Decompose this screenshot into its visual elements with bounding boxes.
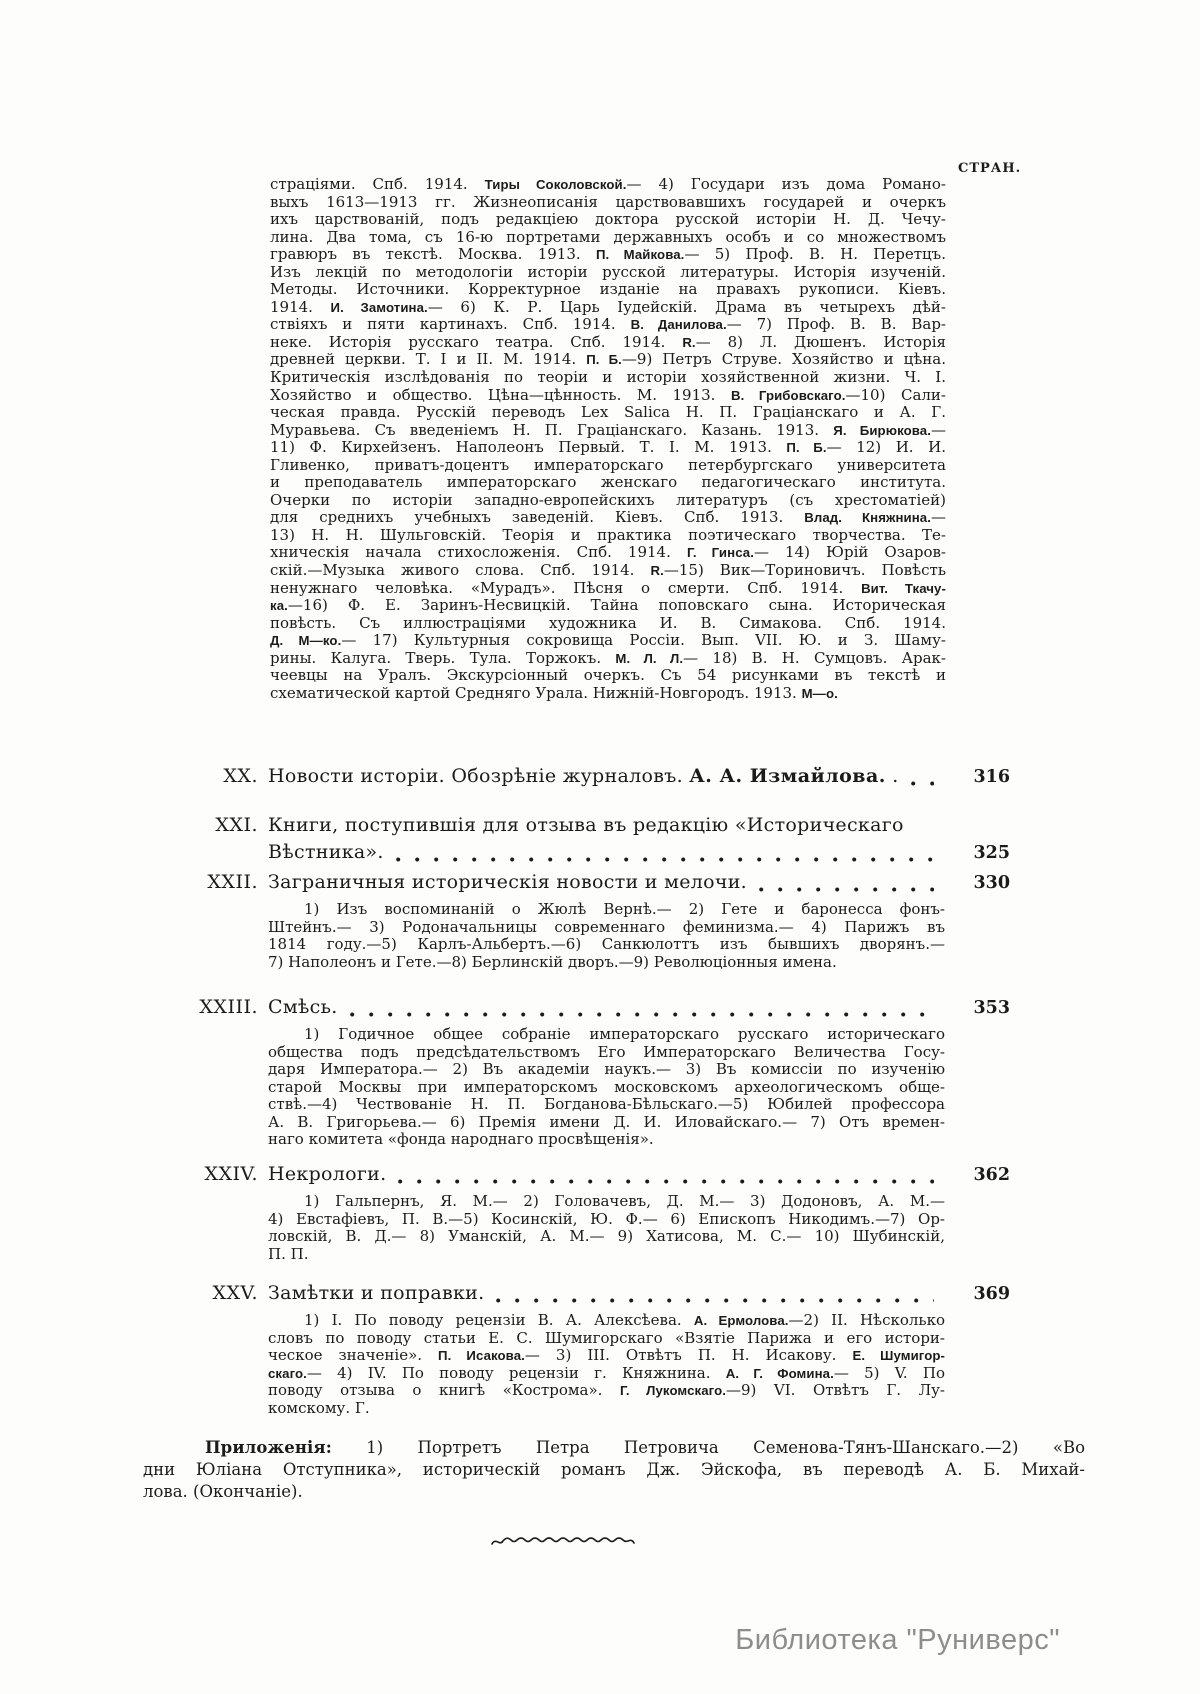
- entry-title: Смѣсь.: [268, 996, 338, 1018]
- entry-number: XX.: [223, 765, 258, 787]
- entry-annotation: [268, 1026, 945, 1149]
- text-line: ствѣ.—4) Чествованіе Н. П. Богданова-Бѣльскаго.—5) Юбилей профессора: [268, 1095, 945, 1114]
- text-line: выхъ 1613—1913 гг. Жизнеописанія царствовавшихъ государей и очеркъ: [270, 192, 946, 211]
- toc-entry: [160, 869, 1010, 971]
- text-line: для среднихъ учебныхъ заведеній. Кіевъ. Спб. 1913. Влад. Княжнина.—: [270, 508, 947, 527]
- entry-title: Новости исторіи. Обозрѣніе журналовъ. А. А. Измайлова. .: [268, 765, 899, 787]
- text-line: древней церкви. Т. I и II. М. 1914. П. Б.—9) Петръ Струве. Хозяйство и цѣна.: [270, 350, 946, 369]
- text-line: Д. М—ко.— 17) Культурныя сокровища Россіи. Вып. VII. Ю. и З. Шаму-: [270, 631, 946, 650]
- text-line: и преподаватель императорскаго женскаго педагогическаго института.: [270, 473, 946, 492]
- text-line: Гливенко, приватъ-доцентъ императорскаго петербургскаго университета: [270, 455, 946, 474]
- text-line: Критическія изслѣдованія по теоріи и исторіи хозяйственной жизни. Ч. I.: [270, 368, 946, 387]
- text-line: чеевцы на Уралъ. Экскурсіонный очеркъ. Съ 54 рисунками въ текстѣ и: [270, 666, 946, 685]
- page-number: 362: [973, 1165, 1010, 1185]
- text-line: комскому. Г.: [268, 1398, 370, 1417]
- page-number: 369: [973, 1284, 1010, 1304]
- text-line: страціями. Спб. 1914. Тиры Соколовской.— 4) Государи изъ дома Романо-: [270, 175, 946, 193]
- text-line: общества подъ предсѣдательствомъ Его Императорскаго Величества Госу-: [268, 1042, 945, 1061]
- text-line: Изъ лекцій по методологіи исторіи русской литературы. Исторія изученій.: [270, 262, 946, 281]
- toc-entry: [160, 1161, 1010, 1263]
- text-line: 1) Годичное общее собраніе императорскаго русскаго историческаго: [304, 1025, 945, 1043]
- dot-leader: [911, 781, 934, 786]
- text-line: А. В. Григорьева.— 6) Премія имени Д. И. Иловайскаго.— 7) Отъ времен-: [268, 1112, 945, 1131]
- text-line: ствіяхъ и пяти картинахъ. Спб. 1914. В. Данилова.— 7) Проф. В. В. Вар-: [270, 315, 946, 334]
- dot-leader: [759, 887, 934, 892]
- text-line: хническія начала стихосложенія. Спб. 1914. Г. Гинса.— 14) Юрій Озаров-: [270, 543, 946, 562]
- text-line: поводу отзыва о книгѣ «Кострома». Г. Лукомскаго.—9) VI. Отвѣтъ Г. Лу-: [268, 1381, 945, 1400]
- text-line: Очерки по исторіи западно-европейскихъ литературъ (съ хрестоматіей): [270, 490, 946, 509]
- text-line: скій.—Музыка живого слова. Спб. 1914. R.—15) Вик—Ториновичъ. Повѣсть: [270, 561, 946, 580]
- entry-title: Некрологи.: [268, 1163, 387, 1185]
- entry-number: XXII.: [207, 871, 258, 893]
- text-line: ихъ царствованій, подъ редакціею доктора русской исторіи Н. Д. Чечу-: [270, 210, 946, 229]
- text-line: 1) Изъ воспоминаній о Жюлѣ Вернѣ.— 2) Гете и баронесса фонъ-: [304, 900, 945, 918]
- text-line: ческое значеніе». П. Исакова.— 3) III. Отвѣтъ П. Н. Исакову. Е. Шумигор-: [268, 1346, 945, 1365]
- toc-entry: [160, 763, 1010, 791]
- dot-leader: [396, 857, 934, 862]
- runivers-watermark: Библиотека "Руниверс": [735, 1624, 1060, 1656]
- appendix-paragraph: [143, 1437, 1085, 1503]
- entry-annotation: [268, 901, 945, 971]
- text-line: 1) I. По поводу рецензіи В. А. Алексѣева. А. Ермолова.—2) II. Нѣсколько: [304, 1311, 945, 1329]
- toc-entry: [160, 812, 1010, 867]
- text-line: 1914. И. Замотина.— 6) К. Р. Царь Іудейскій. Драма въ четырехъ дѣй-: [270, 297, 946, 316]
- text-line: 4) Евстафіевъ, П. В.—5) Косинскій, Ю. Ф.— 6) Епископъ Никодимъ.—7) Ор-: [268, 1209, 945, 1228]
- text-line: даря Императора.— 2) Въ академіи наукъ.— 3) Въ комиссіи по изученію: [268, 1060, 945, 1079]
- text-line: Штейнъ.— 3) Родоначальницы современнаго феминизма.— 4) Парижъ въ: [268, 917, 945, 936]
- entry-number: XXIII.: [199, 996, 258, 1018]
- text-line: 11) Ф. Кирхейзенъ. Наполеонъ Первый. Т. I. М. 1913. П. Б.— 12) И. И.: [270, 438, 946, 457]
- text-line: лина. Два тома, съ 16-ю портретами державныхъ особъ и со множествомъ: [270, 227, 946, 246]
- dot-leader: [350, 1012, 934, 1017]
- text-line: Методы. Источники. Корректурное изданіе на правахъ рукописи. Кіевъ.: [270, 280, 946, 299]
- text-line: схематической картой Средняго Урала. Нижній-Новгородъ. 1913. М—о.: [270, 683, 838, 702]
- page-number: 353: [973, 998, 1010, 1018]
- entry-annotation: [268, 1193, 945, 1263]
- text-line: скаго.— 4) IV. По поводу рецензіи г. Княжнина. А. Г. Фомина.— 5) V. По: [268, 1363, 945, 1382]
- text-line: ческая правда. Русскій переводъ Lex Salica Н. П. Граціанскаго и А. Г.: [270, 403, 946, 422]
- entry-number: XXI.: [215, 814, 258, 836]
- page-number: 316: [973, 767, 1010, 787]
- entry-number: XXIV.: [204, 1163, 258, 1185]
- toc-entry: [160, 994, 1010, 1149]
- squiggle-divider: [488, 1536, 660, 1548]
- toc-entry: [160, 1280, 1010, 1417]
- text-line: 7) Наполеонъ и Гете.—8) Берлинскій дворъ.—9) Революціонныя имена.: [268, 952, 837, 971]
- text-line: ка.—16) Ф. Е. Заринъ-Несвицкій. Тайна поповскаго сына. Историческая: [270, 596, 946, 615]
- entry-number: XXV.: [212, 1282, 258, 1304]
- text-line: словъ по поводу статьи Е. С. Шумигорскаго «Взятіе Парижа и его истори-: [268, 1328, 945, 1347]
- page-column-header: СТРАН.: [958, 161, 1022, 176]
- entry-title: Замѣтки и поправки.: [268, 1282, 485, 1304]
- text-line: ненужнаго человѣка. «Мурадъ». Пѣсня о смерти. Спб. 1914. Вит. Ткачу-: [270, 578, 946, 597]
- text-line: П. П.: [268, 1244, 309, 1263]
- text-line: ловскій, В. Д.— 8) Уманскій, А. М.— 9) Хатисова, М. С.— 10) Шубинскій,: [268, 1227, 945, 1246]
- text-line: дни Юліана Отступника», историческій романъ Дж. Эйскофа, въ переводѣ А. Б. Михай-: [143, 1460, 1085, 1479]
- text-line: 1814 году.—5) Карлъ-Альбертъ.—6) Санкюлоттъ изъ бывшихъ дворянъ.—: [268, 935, 945, 954]
- text-line: 13) Н. Н. Шульговскій. Теорія и практика поэтическаго творчества. Те-: [270, 525, 946, 544]
- entry-title: Вѣстника».: [268, 841, 384, 863]
- dot-leader: [398, 1179, 934, 1184]
- text-line: лова. (Окончаніе).: [143, 1482, 303, 1501]
- dot-leader: [496, 1298, 934, 1303]
- text-line: неке. Исторія русскаго театра. Спб. 1914. R.— 8) Л. Дюшенъ. Исторія: [270, 332, 947, 351]
- text-line: гравюръ въ текстѣ. Москва. 1913. П. Майкова.— 5) Проф. В. Н. Перетцъ.: [270, 245, 946, 264]
- page-number: 330: [973, 873, 1010, 893]
- text-line: наго комитета «фонда народнаго просвѣщенія».: [268, 1130, 654, 1149]
- text-line: рины. Калуга. Тверь. Тула. Торжокъ. М. Л. Л.— 18) В. Н. Сумцовъ. Арак-: [270, 648, 946, 667]
- entry-title: Заграничныя историческія новости и мелочи.: [268, 871, 748, 893]
- text-line: старой Москвы при императорскомъ московскомъ археологическомъ обще-: [268, 1077, 945, 1096]
- entry-annotation: [268, 1312, 945, 1417]
- text-line: Хозяйство и общество. Цѣна—цѣнность. М. 1913. В. Грибовскаго.—10) Сали-: [270, 385, 946, 404]
- text-line: Муравьева. Съ введеніемъ Н. П. Граціанскаго. Казань. 1913. Я. Бирюкова.—: [270, 420, 946, 439]
- text-line: 1) Гальпернъ, Я. М.— 2) Головачевъ, Д. М.— 3) Додоновъ, А. М.—: [304, 1192, 945, 1210]
- page-number: 325: [973, 843, 1010, 863]
- entry-title: Книги, поступившія для отзыва въ редакцію «Историческаго: [268, 814, 904, 836]
- text-line: Приложенія: 1) Портретъ Петра Петровича Семенова-Тянъ-Шанскаго.—2) «Во: [205, 1438, 1085, 1457]
- text-line: повѣсть. Съ иллюстраціями художника И. В. Симакова. Спб. 1914.: [270, 613, 946, 632]
